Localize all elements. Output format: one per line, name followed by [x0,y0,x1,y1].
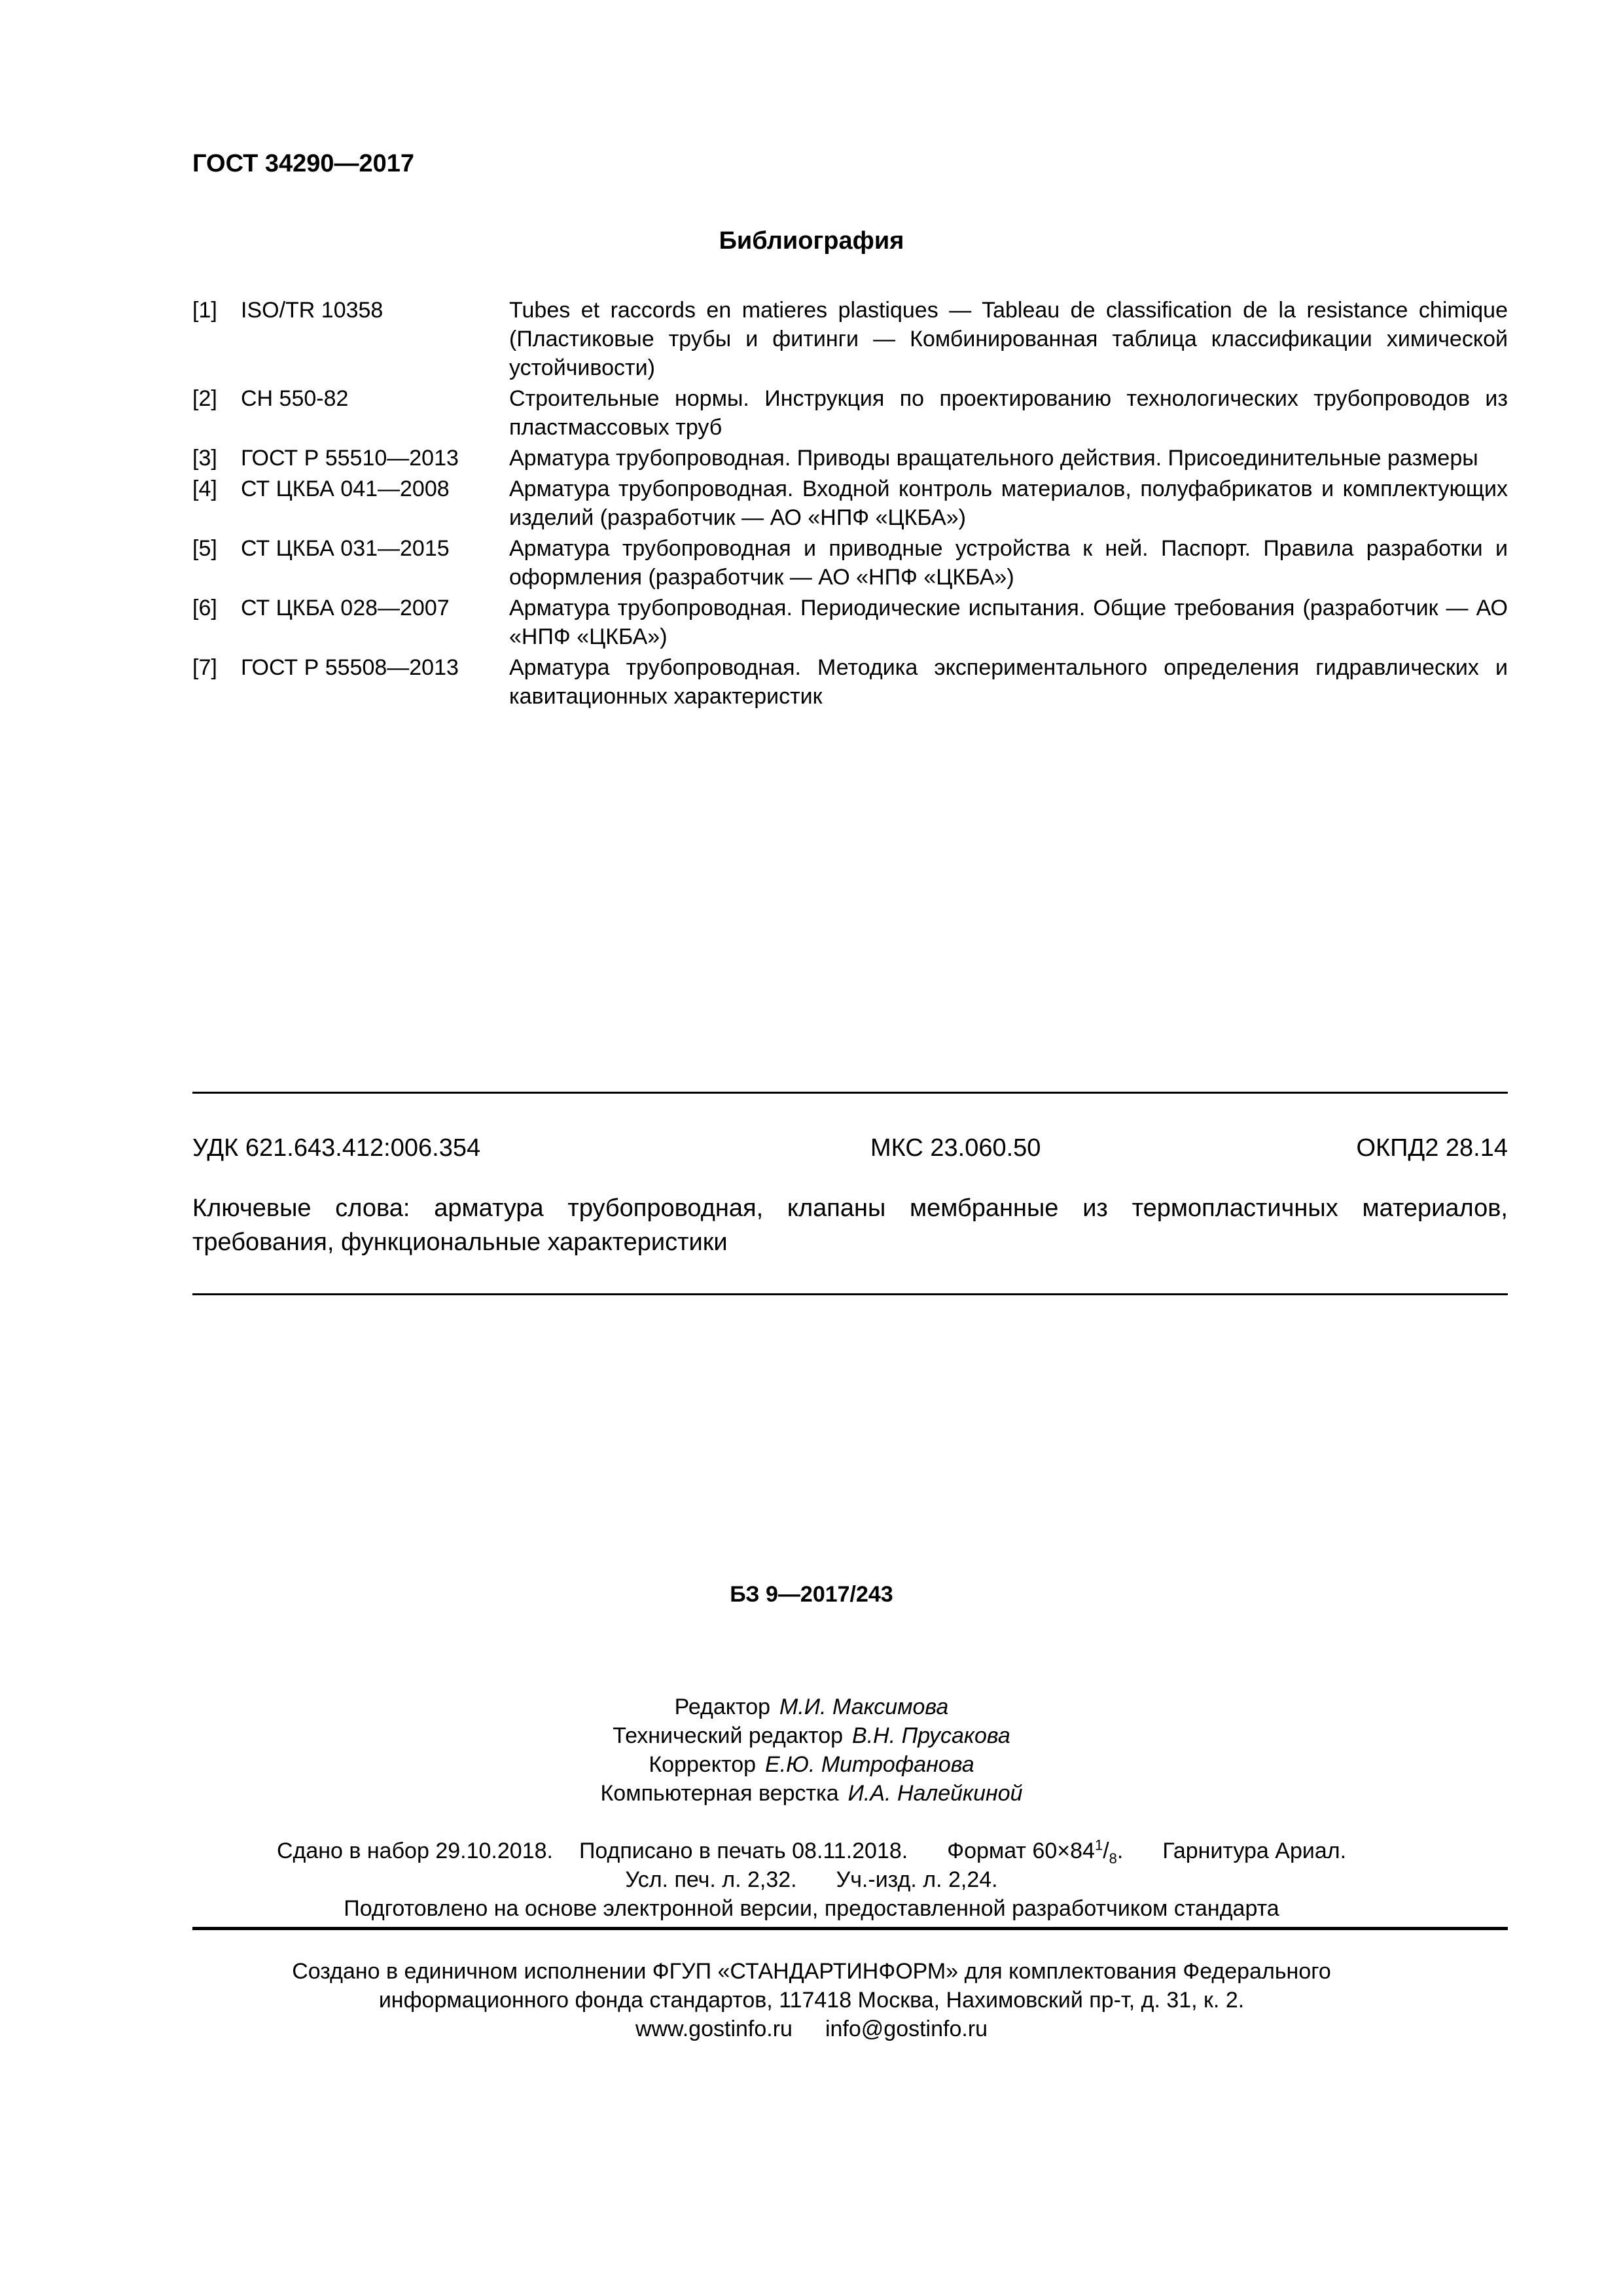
entry-code: СТ ЦКБА 041—2008 [241,476,450,501]
paper-format: Формат $60\times 84^1/_8$. [947,1837,1124,1867]
staff-name: И.А. Налейкиной [847,1781,1023,1806]
entry-number: [5] [192,536,217,561]
divider-bottom [192,1293,1508,1295]
entry-title: Арматура трубопроводная. Приводы вращательного действия. Присоединительные размеры [509,446,1478,471]
mks-code: МКС 23.060.50 [870,1134,1041,1162]
bibliography-entry [192,594,1508,651]
classification-row [192,1131,1508,1165]
staff-role: Редактор [674,1695,771,1719]
entry-title: Строительные нормы. Инструкция по проектированию технологических трубопроводов из пластмассовых труб [509,386,1508,440]
entry-number: [2] [192,386,217,411]
entry-code: СТ ЦКБА 028—2007 [241,596,450,620]
imprint [0,1837,1623,1923]
okpd-code: ОКПД2 28.14 [1356,1134,1508,1162]
bibliography-entry [192,534,1508,592]
print-sheets: Усл. печ. л. 2,32. [625,1867,797,1892]
entry-code: ГОСТ Р 55508—2013 [241,655,459,680]
udk-code: УДК 621.643.412:006.354 [192,1134,481,1162]
bibliography-entry [192,653,1508,711]
imprint-line-2 [0,1865,1623,1894]
publisher-sheets: Уч.-изд. л. 2,24. [836,1867,998,1892]
staff-role: Корректор [649,1752,757,1777]
entry-title: Арматура трубопроводная. Периодические испытания. Общие требования (разработчик — АО «НПФ «ЦКБА») [509,596,1508,649]
bibliography-entry [192,475,1508,532]
divider-footer [192,1927,1508,1930]
divider-top [192,1092,1508,1094]
footer-line-2: информационного фонда стандартов, 117418 Москва, Нахимовский пр-т, д. 31, к. 2. [378,1988,1245,2013]
entry-title: Арматура трубопроводная. Методика экспериментального определения гидравлических и кавитационных характеристик [509,655,1508,709]
bibliography-entry [192,384,1508,442]
entry-code: ГОСТ Р 55510—2013 [241,446,459,471]
keywords: Ключевые слова: арматура трубопроводная, клапаны мембранные из термопластичных материалов, требования, функциональные характеристики [192,1194,1508,1256]
entry-number: [7] [192,655,217,680]
staff-name: М.И. Максимова [779,1695,949,1719]
bz-number: БЗ 9—2017/243 [730,1582,893,1607]
staff-line [0,1750,1623,1779]
footer-contacts [0,2015,1623,2043]
standard-code: ГОСТ 34290—2017 [192,150,415,177]
submitted-date: Сдано в набор 29.10.2018. [276,1839,553,1863]
signed-date: Подписано в печать 08.11.2018. [579,1839,908,1863]
staff-line [0,1693,1623,1721]
entry-code: СТ ЦКБА 031—2015 [241,536,450,561]
entry-title: Арматура трубопроводная. Входной контроль материалов, полуфабрикатов и комплектующих изделий (разработчик — АО «НПФ «ЦКБА») [509,476,1508,530]
staff-name: Е.Ю. Митрофанова [765,1752,974,1777]
imprint-line-1 [0,1837,1623,1865]
entry-title: Tubes et raccords en matieres plastiques — Tableau de classification de la resistance chimique (Пластиковые трубы и фитинги — Комбинированная таблица классификации химической устойчивости) [509,298,1508,380]
bibliography-list [192,296,1508,713]
staff-line [0,1721,1623,1750]
entry-number: [6] [192,596,217,620]
staff-line [0,1779,1623,1808]
bibliography-entry [192,444,1508,473]
website-link[interactable]: www.gostinfo.ru [635,2017,793,2041]
entry-number: [3] [192,446,217,471]
entry-code: СН 550-82 [241,386,349,411]
staff-role: Технический редактор [613,1723,844,1748]
entry-code: ISO/TR 10358 [241,298,383,323]
staff-role: Компьютерная верстка [600,1781,839,1806]
section-title: Библиография [719,227,904,255]
prepared-note: Подготовлено на основе электронной версии, предоставленной разработчиком стандарта [344,1896,1279,1921]
footer-line-1: Создано в единичном исполнении ФГУП «СТАНДАРТИНФОРМ» для комплектования Федерального [292,1959,1331,1984]
staff-name: В.Н. Прусакова [852,1723,1010,1748]
entry-number: [1] [192,298,217,323]
email-link[interactable]: info@gostinfo.ru [825,2017,988,2041]
publisher-footer [0,1957,1623,2043]
typeface: Гарнитура Ариал. [1162,1839,1347,1863]
bibliography-entry [192,296,1508,382]
entry-title: Арматура трубопроводная и приводные устройства к ней. Паспорт. Правила разработки и оформления (разработчик — АО «НПФ «ЦКБА») [509,536,1508,590]
editorial-staff [0,1693,1623,1808]
entry-number: [4] [192,476,217,501]
